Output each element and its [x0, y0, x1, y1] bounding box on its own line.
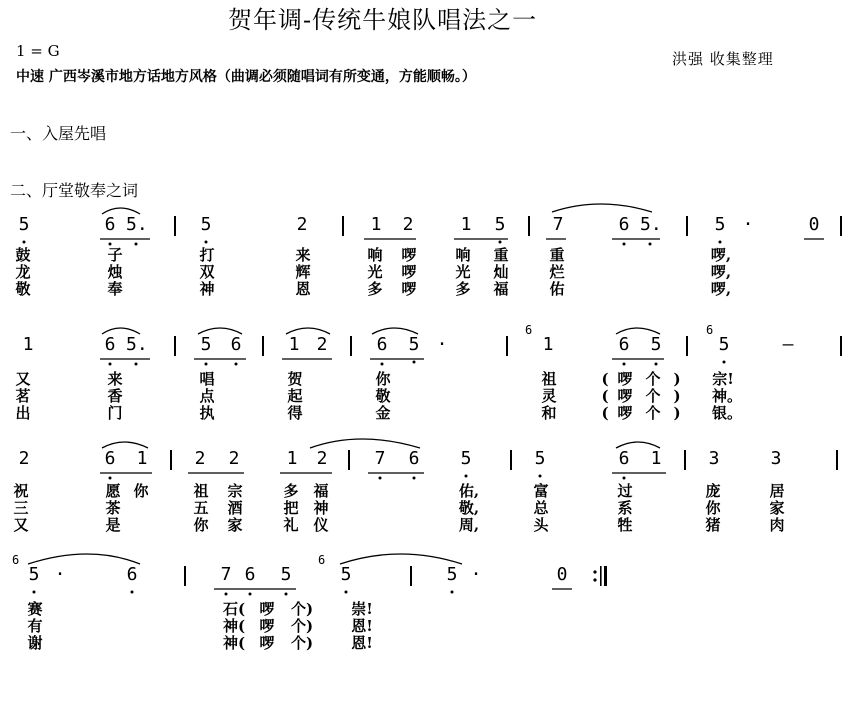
- lyric: 灵: [541, 387, 557, 405]
- slur: [372, 328, 418, 334]
- lyric: 个): [290, 600, 314, 618]
- lyric: 来: [107, 370, 123, 388]
- lyric: 恩!: [351, 617, 373, 635]
- slur: [286, 328, 330, 334]
- lyric: 门: [107, 404, 123, 422]
- lyric: 灿: [493, 263, 509, 281]
- note: 2: [228, 448, 240, 469]
- note: 1: [460, 214, 472, 235]
- lyric: 神(: [222, 617, 246, 635]
- lyric: 佑: [549, 280, 565, 298]
- lyric: 庞: [705, 482, 721, 500]
- lyric: 敬: [15, 280, 31, 298]
- lyric: 和: [541, 404, 557, 422]
- lyric: 子: [107, 246, 123, 264]
- lyric: 神。: [712, 387, 743, 405]
- key-signature: 1 = G: [16, 42, 60, 60]
- lyric: 来: [295, 246, 311, 264]
- note: ·: [742, 214, 754, 235]
- lyric: 唱: [199, 370, 215, 388]
- lyric: 酒: [227, 499, 243, 517]
- lyric: 居: [769, 482, 785, 500]
- lyric: 你: [193, 516, 209, 534]
- lyric: 神: [199, 280, 215, 298]
- lyric: 肉: [769, 516, 785, 534]
- lyric: 啰: [259, 617, 275, 635]
- note: 6: [244, 564, 256, 585]
- lyric: 多: [367, 280, 383, 298]
- lyric: 啰,: [710, 246, 732, 264]
- note: 2: [316, 448, 328, 469]
- lyric: 贺: [287, 370, 303, 388]
- note: 5: [280, 564, 292, 585]
- lyric: 牲: [617, 516, 633, 534]
- grace-note: 6: [12, 553, 20, 567]
- slur: [616, 442, 660, 448]
- slur: [28, 554, 140, 564]
- lyric: 宗: [227, 482, 243, 500]
- slur: [552, 204, 652, 212]
- note: 6: [376, 334, 388, 355]
- lyric: 金: [375, 404, 391, 422]
- grace-note: 6: [706, 323, 714, 337]
- lyric: 敬,: [458, 499, 480, 517]
- note: 5: [200, 334, 212, 355]
- lyric: 宗!: [712, 370, 734, 388]
- lyric: 多: [283, 482, 299, 500]
- lyric: 个: [645, 387, 661, 405]
- lyric: 烂: [549, 263, 565, 281]
- slur: [616, 328, 660, 334]
- slur: [102, 328, 140, 334]
- note: 5: [650, 334, 662, 355]
- note: ·: [436, 334, 448, 355]
- grace-note: 6: [525, 323, 533, 337]
- lyric: 仪: [313, 516, 329, 534]
- note: 5: [18, 214, 30, 235]
- note: –: [782, 334, 794, 355]
- lyric: 祖: [541, 370, 557, 388]
- lyric: 家: [769, 499, 785, 517]
- lyric: 重: [493, 246, 509, 264]
- lyric: ): [673, 387, 681, 405]
- lyric: 烛: [107, 263, 123, 281]
- lyric: 你: [375, 370, 391, 388]
- lyric: 奉: [107, 280, 123, 298]
- lyric: 啰: [259, 634, 275, 652]
- note: 1: [136, 448, 148, 469]
- lyric: 辉: [295, 263, 311, 281]
- note: 6: [618, 214, 630, 235]
- note: 5: [408, 334, 420, 355]
- note: 3: [770, 448, 782, 469]
- note: 6: [104, 334, 116, 355]
- lyric: 你: [705, 499, 721, 517]
- note: 6: [230, 334, 242, 355]
- lyric: 龙: [15, 263, 31, 281]
- lyric: 银。: [712, 404, 743, 422]
- lyric: 富: [533, 482, 549, 500]
- lyric: (: [601, 370, 609, 388]
- lyric: 啰: [401, 263, 417, 281]
- note: ·: [470, 564, 482, 585]
- lyric: 福: [313, 482, 329, 500]
- note: 2: [194, 448, 206, 469]
- lyric: 鼓: [15, 246, 31, 264]
- slur: [102, 208, 140, 214]
- note: 5: [534, 448, 546, 469]
- lyric: 出: [15, 404, 31, 422]
- lyric: 又: [15, 370, 31, 388]
- lyric: 个: [645, 404, 661, 422]
- note: 2: [18, 448, 30, 469]
- lyric: 光: [455, 263, 471, 281]
- slur: [102, 442, 148, 448]
- tempo-note: 中速 广西岑溪市地方话地方风格（曲调必须随唱词有所变通，方能顺畅。）: [16, 69, 476, 85]
- lyric: 是: [105, 516, 121, 534]
- lyric: 啰: [401, 280, 417, 298]
- lyric: 啰: [617, 387, 633, 405]
- note: 6: [104, 214, 116, 235]
- lyric: 五: [193, 499, 209, 517]
- section-heading-1: 一、入屋先唱: [10, 124, 107, 143]
- lyric: ): [673, 404, 681, 422]
- lyric: 总: [533, 499, 549, 517]
- grace-note: 6: [318, 553, 326, 567]
- lyric: (: [601, 404, 609, 422]
- lyric: 啰,: [710, 280, 732, 298]
- note: ·: [54, 564, 66, 585]
- note: 3: [708, 448, 720, 469]
- note: 1: [650, 448, 662, 469]
- lyric: 打: [199, 246, 215, 264]
- lyric: 系: [617, 499, 633, 517]
- note: 5: [714, 214, 726, 235]
- note: 5.: [126, 214, 148, 235]
- lyric: 福: [493, 280, 509, 298]
- note: 5.: [126, 334, 148, 355]
- lyric: 愿: [105, 482, 121, 500]
- lyric: (: [601, 387, 609, 405]
- lyric: 点: [199, 387, 215, 405]
- note: 2: [296, 214, 308, 235]
- note: 6: [104, 448, 116, 469]
- lyric: 礼: [283, 516, 299, 534]
- section-heading-2: 二、厅堂敬奉之词: [10, 181, 139, 200]
- lyric: 周,: [458, 516, 480, 534]
- note: 6: [618, 448, 630, 469]
- lyric: 起: [287, 387, 303, 405]
- slur: [198, 328, 242, 334]
- lyric: 茗: [15, 387, 31, 405]
- lyric: 啰: [617, 370, 633, 388]
- note: 5: [340, 564, 352, 585]
- note: 5: [28, 564, 40, 585]
- lyric: 敬: [375, 387, 391, 405]
- note: 5: [718, 334, 730, 355]
- lyric: 光: [367, 263, 383, 281]
- note: 0: [556, 564, 568, 585]
- note: 1: [286, 448, 298, 469]
- note: 1: [542, 334, 554, 355]
- note: 2: [402, 214, 414, 235]
- note: 6: [408, 448, 420, 469]
- note: 5: [460, 448, 472, 469]
- lyric: 崇!: [351, 600, 373, 618]
- lyric: 谢: [27, 634, 43, 652]
- lyric: 双: [199, 263, 215, 281]
- lyric: 佑,: [458, 482, 480, 500]
- lyric: 把: [283, 499, 299, 517]
- lyric: 过: [617, 482, 633, 500]
- lyric: 家: [227, 516, 243, 534]
- note: 7: [374, 448, 386, 469]
- note: 1: [370, 214, 382, 235]
- lyric: 祝: [13, 482, 29, 500]
- lyric: 个: [645, 370, 661, 388]
- lyric: ): [673, 370, 681, 388]
- lyric: 茶: [105, 499, 121, 517]
- lyric: 个): [290, 634, 314, 652]
- note: 2: [316, 334, 328, 355]
- lyric: 执: [199, 404, 215, 422]
- note: 7: [552, 214, 564, 235]
- lyric: 猪: [705, 516, 721, 534]
- note: 5: [446, 564, 458, 585]
- lyric: 三: [13, 499, 29, 517]
- lyric: 头: [533, 516, 549, 534]
- lyric: 恩!: [351, 634, 373, 652]
- lyric: 得: [287, 404, 303, 422]
- slur: [310, 439, 420, 448]
- note: 7: [220, 564, 232, 585]
- note: 5: [494, 214, 506, 235]
- lyric: 祖: [193, 482, 209, 500]
- lyric: 个): [290, 617, 314, 635]
- note: 6: [126, 564, 138, 585]
- author-credit: 洪强 收集整理: [672, 50, 774, 68]
- lyric: 多: [455, 280, 471, 298]
- lyric: 赛: [27, 600, 43, 618]
- lyric: 响: [455, 246, 471, 264]
- lyric: 香: [107, 387, 123, 405]
- lyric: 啰: [401, 246, 417, 264]
- note: 5.: [640, 214, 662, 235]
- page-title: 贺年调-传统牛娘队唱法之一: [228, 6, 538, 34]
- slur: [340, 554, 462, 564]
- lyric: 石(: [222, 600, 246, 618]
- lyric: 神(: [222, 634, 246, 652]
- note: 5: [200, 214, 212, 235]
- lyric: 啰,: [710, 263, 732, 281]
- lyric: 啰: [617, 404, 633, 422]
- lyric: 神: [313, 499, 329, 517]
- note: 1: [22, 334, 34, 355]
- note: 6: [618, 334, 630, 355]
- note: 0: [808, 214, 820, 235]
- lyric: 恩: [295, 280, 311, 298]
- lyric: 又: [13, 516, 29, 534]
- note: 1: [288, 334, 300, 355]
- lyric: 有: [27, 617, 43, 635]
- lyric: 啰: [259, 600, 275, 618]
- lyric: 重: [549, 246, 565, 264]
- lyric: 响: [367, 246, 383, 264]
- lyric: 你: [133, 482, 149, 500]
